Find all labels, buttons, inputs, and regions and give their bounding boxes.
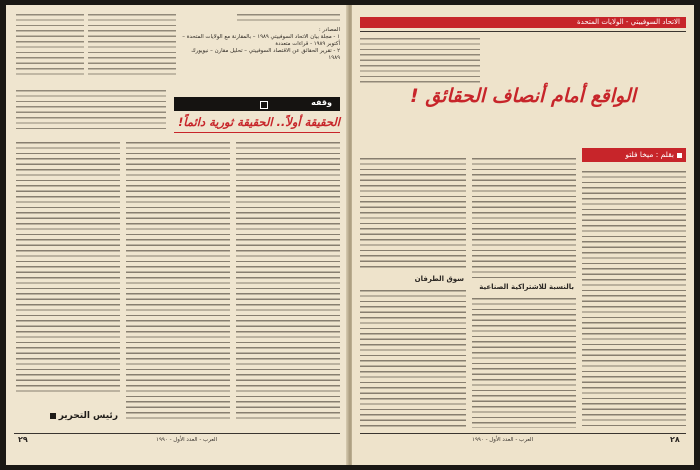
left-page-top-middle-text (88, 11, 176, 81)
magazine-spread (6, 5, 694, 465)
left-page-continuation-text (16, 87, 166, 133)
right-page-number: ٢٨ (670, 435, 680, 444)
article-column-2 (472, 155, 576, 428)
right-page (352, 5, 694, 465)
right-footer: العرب - العدد الأول - ١٩٩٠ (472, 437, 534, 443)
editorial-column-1 (236, 139, 340, 423)
section-band (360, 17, 686, 28)
left-footer-rule (14, 433, 340, 434)
square-bullet-icon (677, 153, 682, 158)
editorial-column-2 (126, 139, 230, 423)
right-footer-rule (360, 433, 686, 434)
left-page-number: ٢٩ (18, 435, 28, 444)
left-page-top-left-text (16, 11, 84, 81)
left-page (6, 5, 348, 465)
left-footer: العرب - العدد الأول - ١٩٩٠ (156, 437, 218, 443)
section-label: الاتحاد السوفييتي - الولايات المتحدة (577, 18, 680, 26)
square-icon (260, 101, 268, 109)
editorial-title: الحقيقة أولاً.. الحقيقة ثورية دائماً! (178, 115, 340, 129)
editorial-title-rule (174, 132, 340, 133)
editorial-tag: وقفه (311, 98, 332, 107)
square-bullet-icon (50, 413, 56, 419)
article-column-3 (360, 155, 466, 428)
subhead-market: سوق الطرفان (414, 275, 464, 283)
article-title: الواقع أمام أنصاف الحقائق ! (410, 85, 636, 107)
right-page-top-left-text (360, 35, 480, 85)
sources-note: المصادر : ١ - مجلة بيان الاتحاد السوفييتي ١٩٨٩ – بالمقارنة مع الولايات المتحدة – أكتوبر ١٩٨٩ - قراءات متعددة ٢ - تقرير الحقائق عن الاقتصاد السوفييتي – تحليل مقارن – نيويورك ١٩٨٩ (182, 27, 340, 61)
byline: بقلم : ميخا فلتو (586, 150, 682, 159)
editorial-column-3 (16, 139, 120, 393)
article-column-1 (582, 168, 686, 428)
section-rule (360, 31, 686, 32)
editor-signature: رئيس التحرير (22, 411, 118, 421)
subhead-industry: بالنسبة للاشتراكية الصناعية (479, 283, 574, 291)
